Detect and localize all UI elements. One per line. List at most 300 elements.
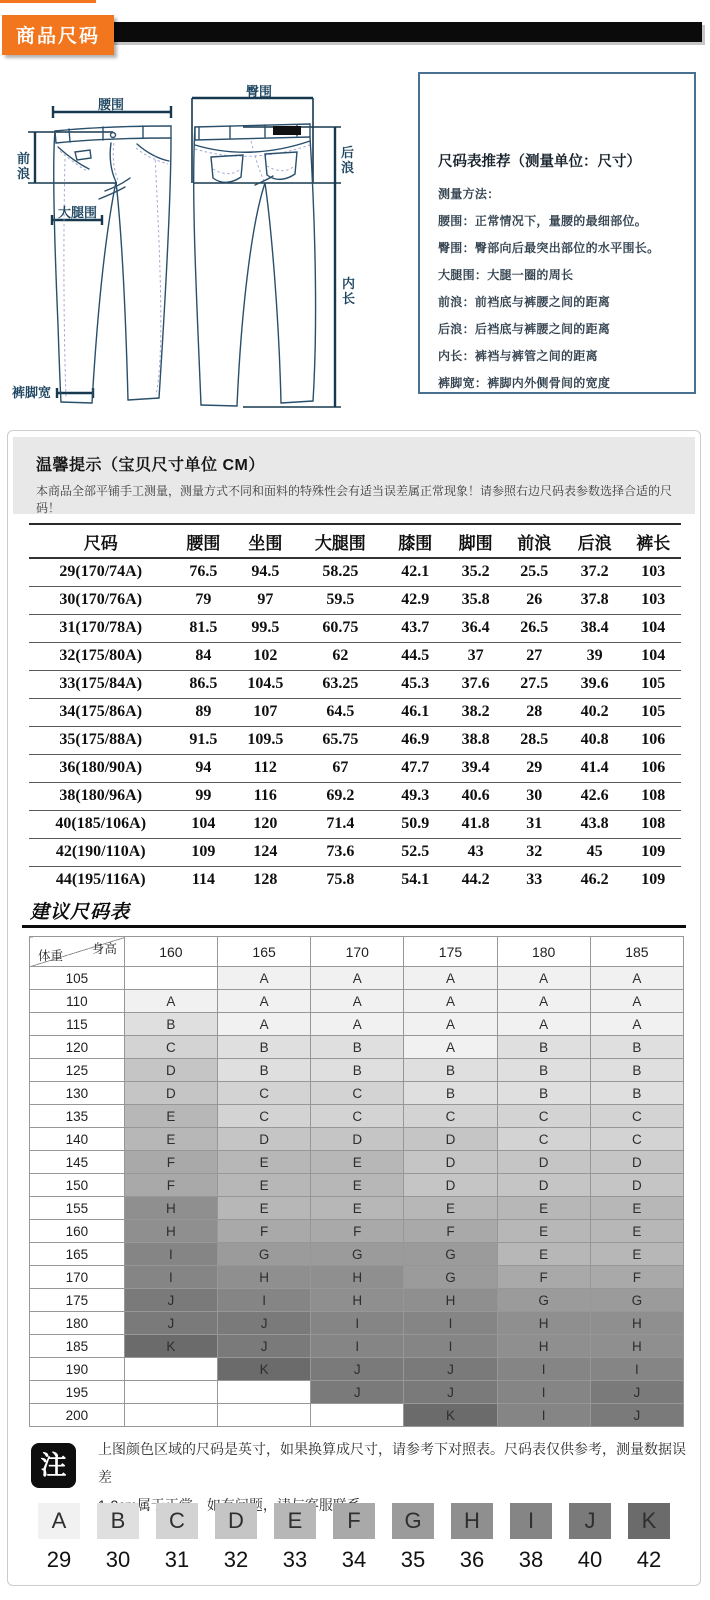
size-value-cell: 106 — [641, 731, 666, 748]
size-value-cell: 94.5 — [251, 563, 280, 581]
suggestion-size-cell: G — [590, 1289, 683, 1312]
size-value-cell: 46.2 — [580, 871, 609, 889]
size-value-cell: 67 — [332, 759, 349, 776]
suggestion-size-cell: H — [590, 1312, 683, 1335]
measure-instructions — [438, 185, 684, 391]
suggestion-size-cell: H — [124, 1220, 217, 1243]
size-value-cell: 91.5 — [189, 731, 218, 748]
suggestion-size-cell: J — [590, 1381, 683, 1404]
suggestion-size-cell: E — [497, 1220, 590, 1243]
suggestion-table — [29, 936, 684, 1427]
measure-instruction-line: 腰围：正常情况下，量腰的最细部位。 — [438, 214, 648, 228]
size-value-cell: 65.75 — [322, 731, 359, 748]
weight-cell: 175 — [30, 1289, 125, 1312]
size-value-cell: 37.2 — [580, 563, 609, 581]
suggestion-size-cell: F — [311, 1220, 404, 1243]
size-value-cell: 33 — [526, 871, 543, 889]
legend-size-number: 38 — [518, 1547, 544, 1572]
thigh-label: 大腿围 — [58, 205, 98, 220]
suggestion-size-cell: E — [590, 1197, 683, 1220]
suggestion-size-cell: G — [311, 1243, 404, 1266]
size-value-cell: 39.4 — [461, 759, 490, 776]
suggestion-size-cell: A — [404, 967, 497, 990]
suggestion-table-row — [30, 1174, 684, 1197]
suggestion-table-row — [30, 1335, 684, 1358]
size-value-cell: 128 — [253, 871, 278, 889]
height-column-header: 170 — [311, 937, 404, 967]
suggestion-size-cell: H — [124, 1197, 217, 1220]
weight-cell: 190 — [30, 1358, 125, 1381]
size-table-row — [29, 866, 681, 894]
leg-opening-label: 裤脚宽 — [12, 385, 52, 400]
size-value-cell: 31 — [526, 815, 543, 832]
size-value-cell: 104 — [641, 619, 666, 636]
measure-instruction-line: 测量方法： — [438, 187, 500, 201]
suggestion-size-cell — [218, 1404, 311, 1427]
height-weight-corner-cell — [30, 937, 125, 967]
legend-size-number: 31 — [164, 1547, 190, 1572]
suggestion-size-cell: J — [218, 1312, 311, 1335]
suggestion-size-cell: J — [124, 1289, 217, 1312]
size-value-cell: 105 — [641, 675, 666, 692]
suggestion-table-row — [30, 1289, 684, 1312]
height-column-header: 160 — [124, 937, 217, 967]
legend-letter: A — [38, 1503, 80, 1539]
note-text-line1: 上图颜色区域的尺码是英寸，如果换算成尺寸，请参考下对照表。尺码表仅供参考，测量数据误差 — [98, 1441, 686, 1485]
suggestion-size-cell: H — [497, 1312, 590, 1335]
size-value-cell: 40.8 — [580, 731, 609, 748]
measure-instruction-line: 裤脚宽：裤脚内外侧骨间的宽度 — [438, 376, 611, 390]
size-label-cell: 44(195/116A) — [55, 871, 146, 889]
size-value-cell: 107 — [253, 703, 278, 720]
suggestion-table-row — [30, 1404, 684, 1427]
size-value-cell: 109 — [641, 871, 666, 889]
size-value-cell: 54.1 — [401, 871, 430, 889]
size-column-header: 尺码 — [83, 533, 118, 553]
size-table-row — [29, 558, 681, 586]
size-value-cell: 69.2 — [326, 787, 355, 804]
legend-size-number: 42 — [636, 1547, 662, 1572]
legend-letter: J — [569, 1503, 611, 1539]
size-value-cell: 103 — [641, 563, 666, 581]
size-table-row — [29, 726, 681, 754]
suggestion-size-cell: C — [311, 1082, 404, 1105]
size-table-row — [29, 642, 681, 670]
weight-cell: 110 — [30, 990, 125, 1013]
suggestion-size-cell: F — [124, 1151, 217, 1174]
suggestion-size-cell: B — [311, 1059, 404, 1082]
legend-letter: F — [333, 1503, 375, 1539]
size-value-cell: 73.6 — [326, 843, 355, 860]
weight-cell: 155 — [30, 1197, 125, 1220]
size-value-cell: 60.75 — [322, 619, 359, 636]
size-value-cell: 37.6 — [461, 675, 490, 692]
suggestion-size-cell: E — [590, 1220, 683, 1243]
suggestion-size-cell: I — [311, 1312, 404, 1335]
height-column-header: 175 — [404, 937, 497, 967]
suggestion-size-cell: D — [497, 1174, 590, 1197]
size-value-cell: 30 — [526, 787, 543, 804]
suggestion-size-cell: B — [590, 1036, 683, 1059]
size-value-cell: 114 — [191, 871, 215, 889]
size-value-cell: 36.4 — [461, 619, 490, 636]
inseam-label: 内长 — [341, 276, 355, 306]
size-value-cell: 97 — [257, 591, 274, 608]
size-value-cell: 62 — [332, 647, 349, 664]
legend-item — [445, 1503, 499, 1573]
measure-instruction-line: 前浪：前裆底与裤腰之间的距离 — [438, 295, 611, 309]
suggestion-size-cell: F — [590, 1266, 683, 1289]
suggestion-header-row — [30, 937, 684, 967]
suggestion-size-cell: A — [404, 1036, 497, 1059]
legend-size-number: 40 — [577, 1547, 603, 1572]
suggestion-size-cell: B — [590, 1059, 683, 1082]
suggestion-size-cell — [124, 1381, 217, 1404]
suggestion-size-cell: G — [497, 1289, 590, 1312]
suggestion-size-cell: C — [218, 1082, 311, 1105]
suggestion-size-cell: C — [497, 1128, 590, 1151]
back-rise-label: 后浪 — [340, 145, 354, 175]
suggestion-size-cell: E — [311, 1174, 404, 1197]
suggestion-size-cell: I — [124, 1266, 217, 1289]
suggestion-table-row — [30, 1128, 684, 1151]
size-value-cell: 43.7 — [401, 619, 430, 636]
size-value-cell: 63.25 — [322, 675, 359, 692]
suggestion-table-body — [30, 967, 684, 1427]
size-label-cell: 34(175/86A) — [59, 703, 143, 720]
legend-size-number: 33 — [282, 1547, 308, 1572]
legend-size-number: 35 — [400, 1547, 426, 1572]
size-value-cell: 28.5 — [520, 731, 549, 748]
suggestion-size-cell: J — [218, 1335, 311, 1358]
suggestion-size-cell: A — [311, 1013, 404, 1036]
size-label-cell: 32(175/80A) — [59, 647, 143, 664]
suggestion-size-cell: B — [218, 1059, 311, 1082]
suggestion-size-cell: A — [590, 967, 683, 990]
size-value-cell: 40.2 — [580, 703, 609, 720]
suggestion-size-cell: H — [590, 1335, 683, 1358]
size-value-cell: 45 — [586, 843, 603, 860]
legend-letter: K — [628, 1503, 670, 1539]
size-value-cell: 64.5 — [326, 703, 355, 720]
size-value-cell: 39 — [586, 647, 603, 664]
size-column-header: 后浪 — [577, 533, 612, 553]
size-table-row — [29, 614, 681, 642]
suggestion-table-row — [30, 1059, 684, 1082]
suggestion-size-cell: I — [124, 1243, 217, 1266]
size-value-cell: 99 — [195, 787, 212, 804]
height-column-header: 185 — [590, 937, 683, 967]
suggestion-title: 建议尺码表 — [30, 902, 131, 923]
suggestion-size-cell: J — [311, 1381, 404, 1404]
size-value-cell: 38.4 — [580, 619, 609, 636]
size-value-cell: 44.5 — [401, 647, 430, 664]
suggestion-size-cell: A — [404, 1013, 497, 1036]
legend-item — [32, 1503, 86, 1573]
suggestion-size-cell — [124, 967, 217, 990]
hip-label: 臀围 — [246, 84, 273, 99]
size-column-header: 脚围 — [458, 533, 493, 553]
suggestion-size-cell: A — [497, 967, 590, 990]
suggestion-table-row — [30, 1151, 684, 1174]
notice-body: 本商品全部平铺手工测量，测量方式不同和面料的特殊性会有适当误差属正常现象！请参照右边尺码表参数选择合适的尺码！ — [36, 484, 673, 515]
front-rise-label: 前浪 — [16, 151, 30, 181]
weight-cell: 150 — [30, 1174, 125, 1197]
suggestion-size-cell: A — [311, 967, 404, 990]
suggestion-size-cell: H — [311, 1266, 404, 1289]
size-label-cell: 40(185/106A) — [55, 815, 147, 832]
size-value-cell: 109 — [641, 843, 666, 860]
suggestion-size-cell: G — [218, 1243, 311, 1266]
size-value-cell: 37 — [467, 647, 484, 664]
suggestion-size-cell: A — [218, 967, 311, 990]
size-value-cell: 27.5 — [520, 675, 549, 692]
size-table-row — [29, 838, 681, 866]
weight-cell: 135 — [30, 1105, 125, 1128]
suggestion-size-cell: G — [404, 1266, 497, 1289]
weight-cell: 200 — [30, 1404, 125, 1427]
suggestion-size-cell: I — [590, 1358, 683, 1381]
suggestion-size-cell: B — [311, 1036, 404, 1059]
size-value-cell: 71.4 — [326, 815, 355, 832]
suggestion-size-cell: E — [497, 1197, 590, 1220]
weight-cell: 120 — [30, 1036, 125, 1059]
suggestion-size-cell: A — [218, 1013, 311, 1036]
size-table-row — [29, 670, 681, 698]
size-table-row — [29, 698, 681, 726]
legend-item — [563, 1503, 617, 1573]
size-value-cell: 109 — [191, 843, 216, 860]
size-value-cell: 29 — [526, 759, 543, 776]
suggestion-size-cell: B — [497, 1059, 590, 1082]
weight-cell: 180 — [30, 1312, 125, 1335]
size-label-cell: 33(175/84A) — [59, 675, 143, 692]
suggestion-size-cell: K — [218, 1358, 311, 1381]
size-value-cell: 52.5 — [401, 843, 430, 860]
size-value-cell: 41.8 — [461, 815, 490, 832]
corner-height-label: 身高 — [91, 942, 117, 956]
suggestion-size-cell: D — [311, 1128, 404, 1151]
header-black-bar — [14, 22, 702, 42]
size-guide-title: 尺码表推荐（测量单位：尺寸） — [438, 154, 641, 170]
suggestion-size-cell: F — [404, 1220, 497, 1243]
legend-size-number: 29 — [46, 1547, 72, 1572]
size-value-cell: 42.9 — [401, 591, 430, 608]
measure-instruction-line: 大腿围：大腿一圈的周长 — [438, 268, 574, 282]
suggestion-size-cell: D — [404, 1151, 497, 1174]
size-value-cell: 116 — [253, 787, 277, 804]
suggestion-size-cell: B — [404, 1059, 497, 1082]
suggestion-size-cell: D — [404, 1128, 497, 1151]
legend-letter: I — [510, 1503, 552, 1539]
size-value-cell: 89 — [195, 703, 212, 720]
size-column-header: 腰围 — [186, 533, 221, 553]
size-value-cell: 38.2 — [461, 703, 490, 720]
note-badge: 注 — [31, 1443, 76, 1488]
suggestion-rule — [22, 925, 686, 928]
size-value-cell: 42.6 — [580, 787, 609, 804]
size-value-cell: 35.2 — [461, 563, 490, 581]
suggestion-size-cell: E — [311, 1151, 404, 1174]
weight-cell: 130 — [30, 1082, 125, 1105]
suggestion-size-cell: C — [404, 1105, 497, 1128]
suggestion-size-cell: J — [404, 1381, 497, 1404]
suggestion-size-cell: I — [404, 1312, 497, 1335]
size-value-cell: 43 — [467, 843, 484, 860]
legend-item — [150, 1503, 204, 1573]
size-value-cell: 32 — [526, 843, 543, 860]
size-value-cell: 99.5 — [251, 619, 280, 636]
size-value-cell: 104 — [191, 815, 216, 832]
size-value-cell: 46.1 — [401, 703, 430, 720]
suggestion-table-row — [30, 1105, 684, 1128]
suggestion-size-cell: D — [124, 1059, 217, 1082]
suggestion-table-row — [30, 1312, 684, 1335]
measure-instruction-line: 后浪：后裆底与裤腰之间的距离 — [438, 322, 611, 336]
size-value-cell: 58.25 — [322, 563, 359, 581]
size-table-row — [29, 754, 681, 782]
size-value-cell: 26 — [526, 591, 543, 608]
weight-cell: 195 — [30, 1381, 125, 1404]
suggestion-size-cell: F — [218, 1220, 311, 1243]
size-value-cell: 35.8 — [461, 591, 490, 608]
content-box — [7, 430, 701, 1586]
suggestion-size-cell: B — [124, 1013, 217, 1036]
notice-title: 温馨提示（宝贝尺寸单位 CM） — [36, 457, 265, 474]
size-column-header: 前浪 — [517, 533, 552, 553]
suggestion-size-cell: J — [124, 1312, 217, 1335]
legend-size-number: 36 — [459, 1547, 485, 1572]
legend-letter: B — [97, 1503, 139, 1539]
suggestion-size-cell: D — [497, 1151, 590, 1174]
measure-instruction-line: 臀围：臀部向后最突出部位的水平围长。 — [438, 241, 660, 255]
suggestion-size-cell: J — [590, 1404, 683, 1427]
size-label-cell: 42(190/110A) — [55, 843, 146, 860]
legend-item — [209, 1503, 263, 1573]
suggestion-size-cell: A — [590, 990, 683, 1013]
weight-cell: 115 — [30, 1013, 125, 1036]
suggestion-size-cell: E — [311, 1197, 404, 1220]
size-value-cell: 47.7 — [401, 759, 430, 776]
size-value-cell: 49.3 — [401, 787, 430, 804]
suggestion-size-cell: H — [311, 1289, 404, 1312]
suggestion-size-cell: D — [590, 1151, 683, 1174]
suggestion-size-cell: B — [590, 1082, 683, 1105]
size-column-header: 裤长 — [636, 533, 671, 553]
size-table-row — [29, 782, 681, 810]
suggestion-size-cell: B — [497, 1082, 590, 1105]
suggestion-size-cell: I — [404, 1335, 497, 1358]
suggestion-table-row — [30, 1013, 684, 1036]
size-value-cell: 105 — [641, 703, 666, 720]
suggestion-size-cell: F — [497, 1266, 590, 1289]
size-value-cell: 43.8 — [580, 815, 609, 832]
size-guide-box — [418, 72, 696, 394]
size-value-cell: 28 — [526, 703, 543, 720]
suggestion-table-row — [30, 1266, 684, 1289]
suggestion-size-cell: H — [218, 1266, 311, 1289]
suggestion-size-cell: E — [218, 1197, 311, 1220]
suggestion-size-cell — [311, 1404, 404, 1427]
legend-size-number: 34 — [341, 1547, 367, 1572]
suggestion-size-cell — [218, 1381, 311, 1404]
weight-cell: 165 — [30, 1243, 125, 1266]
legend-item — [91, 1503, 145, 1573]
suggestion-size-cell: H — [404, 1289, 497, 1312]
suggestion-table-row — [30, 1197, 684, 1220]
size-value-cell: 50.9 — [401, 815, 430, 832]
size-value-cell: 45.3 — [401, 675, 430, 692]
legend-letter: G — [392, 1503, 434, 1539]
suggestion-table-row — [30, 1358, 684, 1381]
size-value-cell: 76.5 — [189, 563, 218, 581]
suggestion-table-row — [30, 1082, 684, 1105]
size-value-cell: 106 — [641, 759, 666, 776]
suggestion-size-cell: D — [590, 1174, 683, 1197]
suggestion-size-cell — [124, 1404, 217, 1427]
suggestion-size-cell: B — [218, 1036, 311, 1059]
size-value-cell: 59.5 — [326, 591, 355, 608]
size-table-body — [29, 558, 681, 894]
suggestion-size-cell: E — [404, 1197, 497, 1220]
size-table — [29, 523, 681, 894]
top-orange-strip — [0, 0, 96, 3]
page-title: 商品尺码 — [2, 15, 114, 55]
suggestion-size-cell: D — [124, 1082, 217, 1105]
suggestion-size-cell: I — [497, 1358, 590, 1381]
legend-item — [386, 1503, 440, 1573]
suggestion-table-row — [30, 1220, 684, 1243]
legend-item — [268, 1503, 322, 1573]
suggestion-size-cell: B — [404, 1082, 497, 1105]
size-value-cell: 109.5 — [247, 731, 284, 748]
suggestion-size-cell: J — [404, 1358, 497, 1381]
size-value-cell: 84 — [195, 647, 212, 664]
suggestion-size-cell: K — [124, 1335, 217, 1358]
weight-cell: 140 — [30, 1128, 125, 1151]
pants-back-drawing — [185, 75, 345, 415]
suggestion-size-cell: A — [497, 990, 590, 1013]
pants-front-drawing — [25, 95, 180, 410]
suggestion-size-cell: A — [404, 990, 497, 1013]
size-label-cell: 36(180/90A) — [59, 759, 143, 776]
size-legend — [32, 1503, 676, 1573]
size-column-header: 膝围 — [398, 533, 433, 553]
suggestion-size-cell: J — [311, 1358, 404, 1381]
size-label-cell: 29(170/74A) — [59, 563, 143, 581]
weight-cell: 185 — [30, 1335, 125, 1358]
suggestion-table-row — [30, 967, 684, 990]
legend-item — [327, 1503, 381, 1573]
legend-letter: H — [451, 1503, 493, 1539]
size-value-cell: 108 — [641, 787, 666, 804]
size-label-cell: 35(175/88A) — [59, 731, 143, 748]
size-value-cell: 86.5 — [189, 675, 218, 692]
suggestion-size-cell: A — [311, 990, 404, 1013]
size-value-cell: 124 — [253, 843, 278, 860]
weight-cell: 160 — [30, 1220, 125, 1243]
size-label-cell: 31(170/78A) — [59, 619, 143, 636]
size-value-cell: 25.5 — [520, 563, 549, 581]
suggestion-size-cell: D — [404, 1174, 497, 1197]
suggestion-table-row — [30, 1243, 684, 1266]
legend-letter: E — [274, 1503, 316, 1539]
weight-cell: 170 — [30, 1266, 125, 1289]
suggestion-size-cell: C — [590, 1105, 683, 1128]
size-value-cell: 75.8 — [326, 871, 355, 889]
corner-weight-label: 体重 — [38, 949, 64, 963]
suggestion-table-row — [30, 1381, 684, 1404]
